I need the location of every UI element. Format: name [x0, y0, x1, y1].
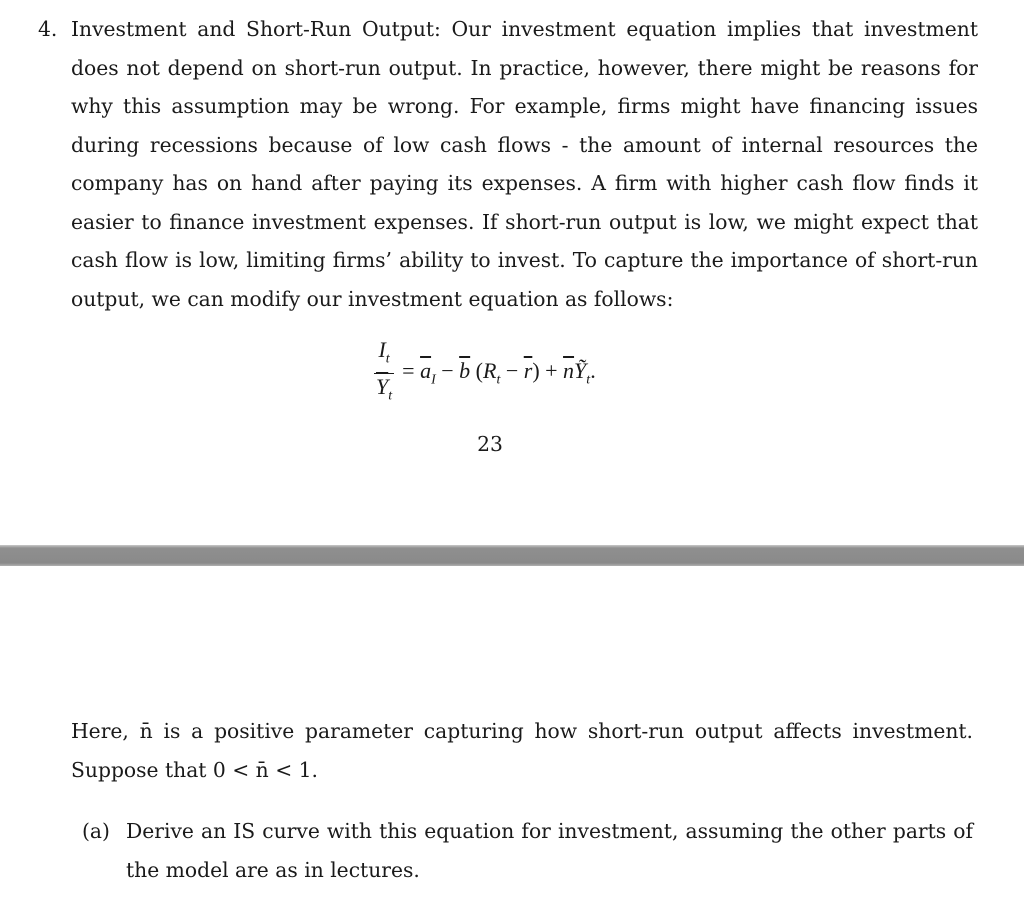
investment-equation — [372, 338, 596, 408]
continuation-paragraph: Here, n̄ is a positive parameter capturing how short-run output affects investment. Suppose that 0 < n̄ < 1. — [71, 719, 973, 782]
equation-denominator: $\overline{Y}_t$ — [376, 373, 393, 403]
subquestion-label: (a) — [82, 819, 110, 843]
equation-fraction — [372, 337, 396, 409]
page-separator — [0, 545, 1024, 566]
subquestion-a — [82, 812, 973, 889]
question-4 — [38, 10, 978, 318]
equation-rhs: = $\overline{a}_I - \overline{b}$ $(R_t - \overline{r})$ + $\overline{n}Ỹ_t$. — [402, 357, 596, 388]
equation-numerator: $I_t$ — [374, 337, 393, 373]
question-text: Investment and Short-Run Output: Our investment equation implies that investment does not depend on short-run output. In practice, however, there might be reasons for why this assumption may be wrong. For example, firms might have financing issues during recessions because of low cash flows - the amount of internal resources the company has on hand after paying its expenses. A firm with higher cash flow finds it easier to finance investment expenses. If short-run output is low, we might expect that cash flow is low, limiting firms’ ability to invest. To capture the importance of short-run output, we can modify our investment equation as follows: — [71, 17, 978, 311]
page-number: 23 — [477, 432, 503, 456]
question-number: 4. — [38, 17, 58, 41]
subquestion-text: Derive an IS curve with this equation for investment, assuming the other parts of the model are as in lectures. — [126, 819, 973, 882]
